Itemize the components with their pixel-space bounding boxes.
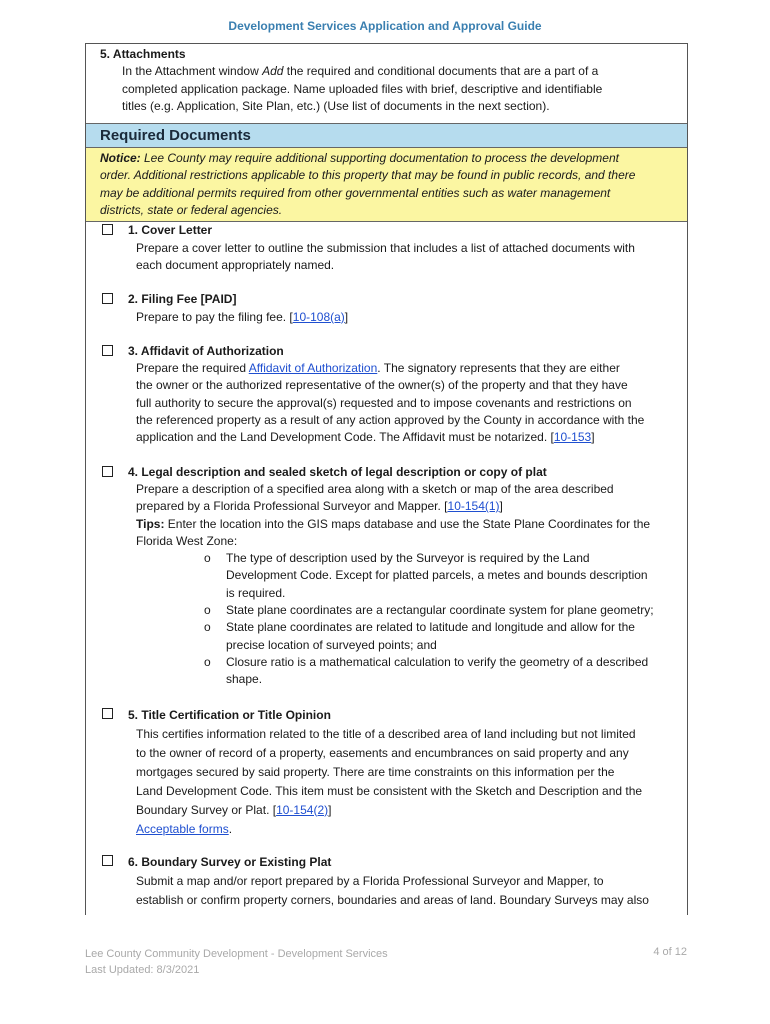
list-item: [204, 619, 679, 654]
doc-item-affidavit: [86, 343, 687, 447]
attachments-title: 5. Attachments: [100, 47, 186, 61]
doc-item-cover-letter: [86, 222, 687, 274]
text: The type of description used by the Surveyor is required by the Land: [226, 551, 590, 566]
affidavit-link[interactable]: Affidavit of Authorization: [248, 361, 378, 376]
item-title: 5. Title Certification or Title Opinion: [128, 707, 331, 722]
text: Prepare a description of a specified area along with a sketch or map of the area described: [136, 481, 614, 496]
notice-box: [86, 148, 687, 222]
text: to the owner of record of a property, easements and encumbrances on said property and any: [136, 745, 629, 760]
item-title: 1. Cover Letter: [128, 223, 213, 238]
text: In the Attachment window: [122, 64, 263, 79]
text: completed application package. Name uploaded files with brief, descriptive and identifiable: [122, 81, 603, 96]
code-link[interactable]: 10-153: [553, 430, 592, 445]
text: ]: [328, 802, 332, 817]
item-title: 3. Affidavit of Authorization: [128, 343, 284, 358]
text: State plane coordinates are related to latitude and longitude and allow for the: [226, 620, 635, 635]
item-title: 6. Boundary Survey or Existing Plat: [128, 854, 332, 869]
tips-label: Tips:: [136, 516, 165, 531]
item-title: 4. Legal description and sealed sketch of legal description or copy of plat: [128, 464, 547, 479]
footer-org-text: Lee County Community Development - Development Services: [85, 948, 388, 960]
text: Lee County may require additional supporting documentation to process the development: [140, 151, 619, 166]
text: . The signatory represents that they are either: [377, 361, 620, 376]
text: ]: [344, 309, 349, 324]
text: shape.: [226, 672, 263, 687]
checkbox-icon[interactable]: [102, 855, 113, 866]
bullet-circle-icon: o: [204, 603, 211, 618]
text: order. Additional restrictions applicable to this property that may be found in public records, and there: [100, 168, 636, 183]
text: Boundary Survey or Plat. [: [136, 802, 277, 817]
doc-item-boundary-survey: [86, 853, 687, 910]
code-link[interactable]: 10-108(a): [292, 309, 345, 324]
text-emphasis: Add: [262, 64, 284, 79]
code-link[interactable]: 10-154(2): [276, 802, 329, 817]
list-item: [204, 550, 679, 602]
checkbox-icon[interactable]: [102, 345, 113, 356]
checkbox-icon[interactable]: [102, 224, 113, 235]
footer-page-number: 4 of 12: [653, 946, 687, 958]
bullet-circle-icon: o: [204, 620, 211, 635]
text: .: [228, 821, 233, 836]
attachments-body: [100, 63, 677, 115]
text: Land Development Code. This item must be consistent with the Sketch and Description and the: [136, 783, 643, 798]
content-frame: [85, 43, 688, 915]
checkbox-icon[interactable]: [102, 466, 113, 477]
list-item: [204, 602, 679, 619]
page-header-title: Development Services Application and Approval Guide: [228, 19, 542, 33]
code-link[interactable]: 10-154(1): [447, 499, 500, 514]
text: Submit a map and/or report prepared by a Florida Professional Surveyor and Mapper, to: [136, 873, 604, 888]
doc-item-filing-fee: [86, 291, 687, 326]
doc-item-title-certification: [86, 706, 687, 839]
text: districts, state or federal agencies.: [100, 203, 283, 218]
text: Prepare the required: [136, 361, 249, 376]
doc-item-legal-description: [86, 464, 687, 689]
footer-updated: Last Updated: 8/3/2021: [85, 964, 200, 976]
acceptable-forms-link[interactable]: Acceptable forms: [136, 821, 229, 836]
text: Development Code. Except for platted parcels, a metes and bounds description: [226, 568, 648, 583]
text: the referenced property as a result of any action approved by the County in accordance with the: [136, 413, 645, 428]
tips-list: [136, 550, 679, 688]
text: Prepare to pay the filing fee. [: [136, 309, 293, 324]
bullet-circle-icon: o: [204, 551, 211, 566]
text: establish or confirm property corners, boundaries and areas of land. Boundary Surveys may also: [136, 892, 649, 907]
text: ]: [499, 499, 503, 514]
text: application and the Land Development Code. The Affidavit must be notarized. [: [136, 430, 554, 445]
text: the owner or the authorized representative of the owner(s) of the property and that they have: [136, 378, 628, 393]
item-title: 2. Filing Fee [PAID]: [128, 292, 237, 307]
text: the required and conditional documents that are a part of a: [283, 64, 599, 79]
text: Florida West Zone:: [136, 533, 238, 548]
text: is required.: [226, 585, 286, 600]
notice-label: Notice:: [100, 151, 141, 166]
text: Prepare a cover letter to outline the submission that includes a list of attached documents with: [136, 240, 635, 255]
text: State plane coordinates are a rectangular coordinate system for plane geometry;: [226, 603, 654, 618]
footer-org: [85, 946, 388, 978]
text: titles (e.g. Application, Site Plan, etc.) (Use list of documents in the next section).: [122, 98, 550, 113]
text: ]: [591, 430, 595, 445]
text: This certifies information related to the title of a described area of land including but not limited: [136, 726, 636, 741]
required-documents-heading: Required Documents: [86, 123, 687, 148]
checkbox-icon[interactable]: [102, 708, 113, 719]
text: mortgages secured by said property. There are time constraints on this information per the: [136, 764, 615, 779]
list-item: [204, 654, 679, 689]
bullet-circle-icon: o: [204, 654, 211, 669]
checkbox-icon[interactable]: [102, 293, 113, 304]
text: Closure ratio is a mathematical calculation to verify the geometry of a described: [226, 654, 649, 669]
attachments-step: [86, 44, 687, 115]
text: may be additional permits required from other governmental entities such as water management: [100, 185, 611, 200]
text: prepared by a Florida Professional Surveyor and Mapper. [: [136, 499, 448, 514]
text: precise location of surveyed points; and: [226, 637, 437, 652]
text: Enter the location into the GIS maps database and use the State Plane Coordinates for the: [164, 516, 651, 531]
text: each document appropriately named.: [136, 257, 335, 272]
text: full authority to secure the approval(s) requested and to impose covenants and restrictions on: [136, 395, 632, 410]
